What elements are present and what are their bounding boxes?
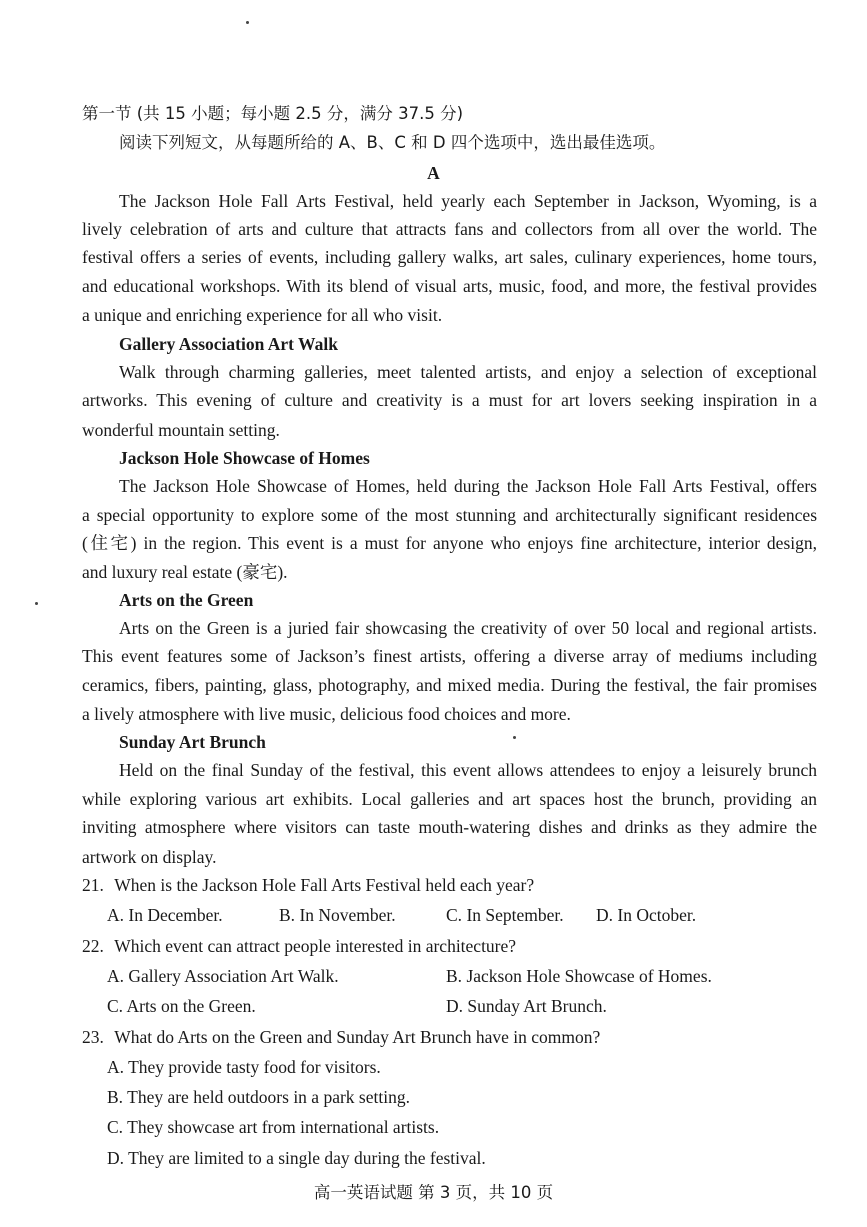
option-letter: C. bbox=[107, 1117, 124, 1137]
option-text: Jackson Hole Showcase of Homes. bbox=[466, 966, 712, 986]
option-letter: C. bbox=[446, 905, 463, 925]
event-line: artwork on display. bbox=[82, 847, 217, 867]
event-title: Gallery Association Art Walk bbox=[119, 334, 338, 354]
event-line: a lively atmosphere with live music, delicious food choices and more. bbox=[82, 704, 571, 724]
option-text: In November. bbox=[299, 905, 396, 925]
intro-line: The Jackson Hole Fall Arts Festival, held yearly each September in Jackson, Wyoming, is a bbox=[119, 191, 817, 211]
option-23-b[interactable] bbox=[107, 1086, 410, 1108]
option-22-c[interactable] bbox=[107, 995, 256, 1017]
question-text: Which event can attract people interested in architecture? bbox=[114, 936, 517, 956]
passage-label: A bbox=[427, 163, 440, 183]
option-text: Sunday Art Brunch. bbox=[467, 996, 607, 1016]
event-line: Arts on the Green is a juried fair showcasing the creativity of over 50 local and regional artists. bbox=[119, 618, 817, 638]
option-22-d[interactable] bbox=[446, 995, 607, 1017]
section-instruction: 阅读下列短文，从每题所给的 A、B、C 和 D 四个选项中，选出最佳选项。 bbox=[119, 133, 666, 152]
question-21 bbox=[82, 874, 534, 896]
option-letter: B. bbox=[446, 966, 463, 986]
option-letter: D. bbox=[446, 996, 464, 1016]
event-line: and luxury real estate (豪宅). bbox=[82, 562, 288, 582]
option-text: Gallery Association Art Walk. bbox=[128, 966, 339, 986]
intro-line: festival offers a series of events, including gallery walks, art sales, culinary experiences, home tours, bbox=[82, 247, 817, 267]
option-letter: D. bbox=[107, 1148, 125, 1168]
option-letter: C. bbox=[107, 996, 124, 1016]
event-title: Arts on the Green bbox=[119, 590, 254, 610]
option-23-c[interactable] bbox=[107, 1116, 439, 1138]
option-text: In October. bbox=[617, 905, 697, 925]
option-text: In December. bbox=[128, 905, 223, 925]
event-line: artworks. This evening of culture and creativity is a must for art lovers seeking inspiration in a bbox=[82, 390, 817, 410]
event-line: while exploring various art exhibits. Local galleries and art spaces host the brunch, providing an bbox=[82, 789, 817, 809]
section-heading: 第一节 (共 15 小题；每小题 2.5 分，满分 37.5 分) bbox=[82, 104, 464, 123]
option-text: They provide tasty food for visitors. bbox=[128, 1057, 381, 1077]
event-line: Held on the final Sunday of the festival, this event allows attendees to enjoy a leisurely brunch bbox=[119, 760, 817, 780]
event-line: This event features some of Jackson’s finest artists, offering a diverse array of mediums including bbox=[82, 646, 817, 666]
option-letter: A. bbox=[107, 966, 125, 986]
event-line: Walk through charming galleries, meet talented artists, and enjoy a selection of exceptional bbox=[119, 362, 817, 382]
event-line: inviting atmosphere where visitors can taste mouth-watering dishes and drinks as they admire the bbox=[82, 817, 817, 837]
option-letter: D. bbox=[596, 905, 614, 925]
option-text: Arts on the Green. bbox=[126, 996, 256, 1016]
option-letter: B. bbox=[279, 905, 296, 925]
event-line: (住宅) in the region. This event is a must for anyone who enjoys fine architecture, interior design, bbox=[82, 533, 817, 553]
event-title: Jackson Hole Showcase of Homes bbox=[119, 448, 370, 468]
event-title: Sunday Art Brunch bbox=[119, 732, 266, 752]
question-number: 23. bbox=[82, 1027, 104, 1047]
option-letter: A. bbox=[107, 1057, 125, 1077]
intro-line: a unique and enriching experience for all who visit. bbox=[82, 305, 443, 325]
scan-speck bbox=[35, 602, 38, 605]
event-line: The Jackson Hole Showcase of Homes, held during the Jackson Hole Fall Arts Festival, offers bbox=[119, 476, 817, 496]
question-number: 21. bbox=[82, 875, 104, 895]
option-text: In September. bbox=[466, 905, 564, 925]
page-footer: 高一英语试题 第 3 页，共 10 页 bbox=[313, 1183, 554, 1202]
option-text: They are limited to a single day during the festival. bbox=[128, 1148, 486, 1168]
option-22-b[interactable] bbox=[446, 965, 712, 987]
question-number: 22. bbox=[82, 936, 104, 956]
option-text: They showcase art from international artists. bbox=[127, 1117, 440, 1137]
intro-line: lively celebration of arts and culture that attracts fans and collectors from all over the world. The bbox=[82, 219, 817, 239]
event-line: wonderful mountain setting. bbox=[82, 420, 280, 440]
scan-speck bbox=[246, 21, 249, 24]
option-letter: B. bbox=[107, 1087, 124, 1107]
option-letter: A. bbox=[107, 905, 125, 925]
option-text: They are held outdoors in a park setting. bbox=[127, 1087, 410, 1107]
option-23-d[interactable] bbox=[107, 1147, 486, 1169]
option-21-a[interactable] bbox=[107, 904, 223, 926]
option-21-c[interactable] bbox=[446, 904, 564, 926]
option-21-b[interactable] bbox=[279, 904, 396, 926]
event-line: ceramics, fibers, painting, glass, photography, and mixed media. During the festival, the fair promises bbox=[82, 675, 817, 695]
intro-line: and educational workshops. With its blend of visual arts, music, food, and more, the festival provides bbox=[82, 276, 817, 296]
option-23-a[interactable] bbox=[107, 1056, 381, 1078]
event-line: a special opportunity to explore some of the most stunning and architecturally significant residences bbox=[82, 505, 817, 525]
option-21-d[interactable] bbox=[596, 904, 696, 926]
question-22 bbox=[82, 935, 516, 957]
question-text: What do Arts on the Green and Sunday Art Brunch have in common? bbox=[114, 1027, 601, 1047]
question-text: When is the Jackson Hole Fall Arts Festival held each year? bbox=[114, 875, 535, 895]
option-22-a[interactable] bbox=[107, 965, 339, 987]
question-23 bbox=[82, 1026, 600, 1048]
